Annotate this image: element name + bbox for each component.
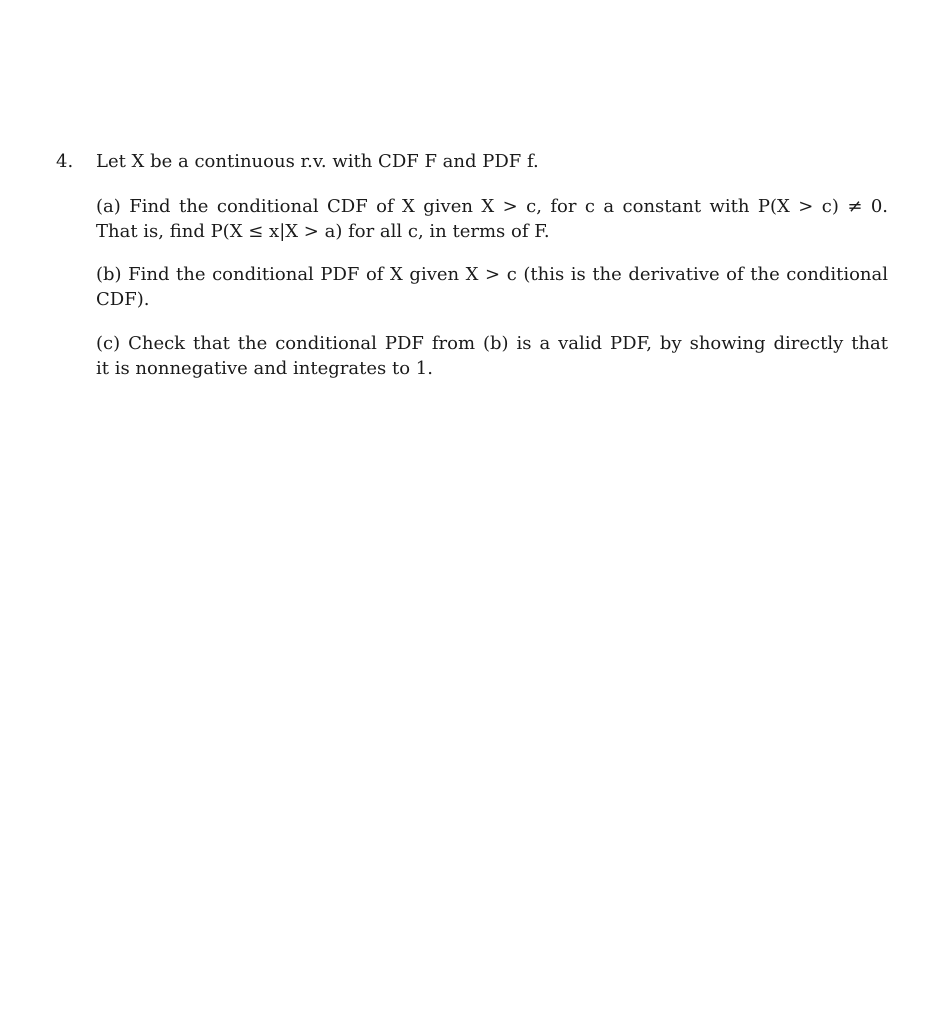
part-a-line-2: That is, find P(X ≤ x|X > a) for all c, in terms of F.	[96, 221, 550, 242]
part-a	[96, 194, 888, 244]
part-b-line-1: (b) Find the conditional PDF of X given X > c (this is the derivative of the conditional	[96, 264, 888, 285]
part-b	[96, 262, 888, 312]
problem-intro: Let X be a continuous r.v. with CDF F and PDF f.	[96, 151, 539, 172]
part-b-line-2: CDF).	[96, 289, 150, 310]
part-a-line-1: (a) Find the conditional CDF of X given X > c, for c a constant with P(X > c) ≠ 0.	[96, 196, 888, 217]
part-c-line-1: (c) Check that the conditional PDF from (b) is a valid PDF, by showing directly that	[96, 333, 888, 354]
problem-number: 4.	[56, 151, 74, 172]
part-c-line-2: it is nonnegative and integrates to 1.	[96, 358, 433, 379]
part-c	[96, 331, 888, 381]
